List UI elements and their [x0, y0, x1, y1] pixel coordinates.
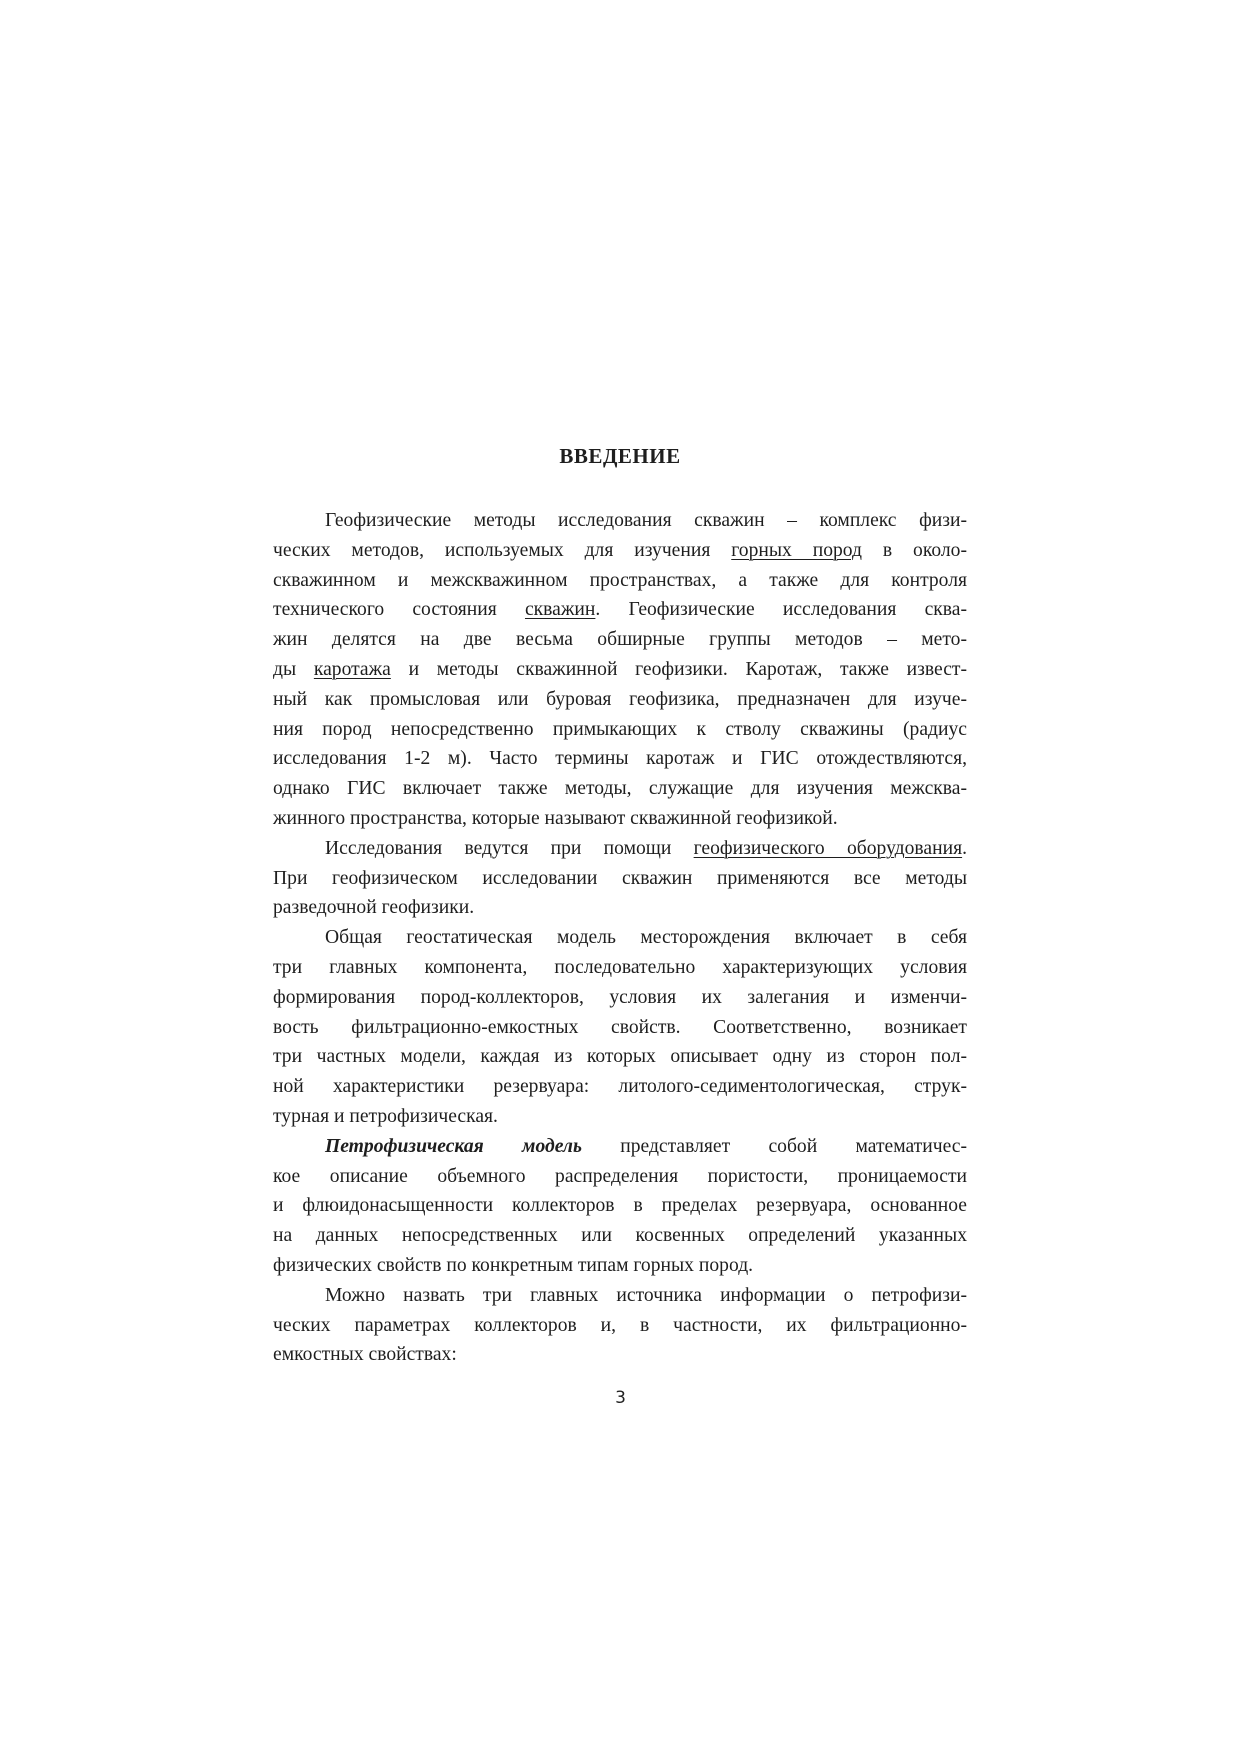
text-line: разведочной геофизики. — [273, 897, 475, 919]
text-line: Исследования ведутся при помощи геофизического оборудования. — [325, 837, 967, 859]
text-line: физических свойств по конкретным типам горных пород. — [273, 1254, 754, 1276]
paragraph — [273, 923, 967, 1132]
text-line: ческих методов, используемых для изучения горных пород в около- — [273, 539, 967, 561]
page-body — [273, 442, 967, 1370]
text-line: формирования пород-коллекторов, условия их залегания и изменчи- — [273, 986, 967, 1008]
text-line: технического состояния скважин. Геофизические исследования сква- — [273, 599, 968, 621]
text-line: ния пород непосредственно примыкающих к стволу скважины (радиус — [273, 718, 967, 740]
text-line: ды каротажа и методы скважинной геофизики. Каротаж, также извест- — [273, 658, 967, 680]
hyperlink[interactable]: геофизического оборудования — [693, 837, 963, 859]
text-line: вость фильтрационно-емкостных свойств. Соответственно, возникает — [273, 1016, 967, 1038]
paragraph — [273, 834, 967, 923]
paragraph — [273, 1132, 967, 1281]
hyperlink[interactable]: скважин — [524, 599, 596, 621]
text-line: и флюидонасыщенности коллекторов в пределах резервуара, основанное — [273, 1195, 967, 1217]
text-line: три частных модели, каждая из которых описывает одну из сторон пол- — [273, 1046, 967, 1068]
text-line: жинного пространства, которые называют скважинной геофизикой. — [273, 807, 838, 829]
text-line: на данных непосредственных или косвенных определений указанных — [273, 1225, 967, 1247]
paragraph — [273, 506, 967, 834]
hyperlink[interactable]: горных пород — [731, 539, 863, 561]
page-number: 3 — [615, 1388, 626, 1408]
text-line: кое описание объемного распределения пористости, проницаемости — [273, 1165, 967, 1187]
text-line: однако ГИС включает также методы, служащие для изучения межсква- — [273, 778, 967, 800]
text-line: ный как промысловая или буровая геофизика, предназначен для изуче- — [273, 688, 967, 710]
text-line: емкостных свойствах: — [273, 1344, 457, 1366]
text-line: Петрофизическая модель представляет собой математичес- — [325, 1135, 967, 1157]
hyperlink[interactable]: каротажа — [313, 658, 391, 680]
page-title: ВВЕДЕНИЕ — [559, 444, 681, 468]
text-line: исследования 1-2 м). Часто термины каротаж и ГИС отождествляются, — [273, 748, 967, 770]
text-line: Общая геостатическая модель месторождения включает в себя — [325, 927, 967, 949]
text-line: три главных компонента, последовательно характеризующих условия — [273, 956, 967, 978]
text-line: ной характеристики резервуара: литолого-седиментологическая, струк- — [273, 1076, 967, 1098]
text-line: скважинном и межскважинном пространствах, а также для контроля — [273, 569, 967, 591]
text-line: Геофизические методы исследования скважин – комплекс физи- — [325, 510, 967, 531]
text-line: ческих параметрах коллекторов и, в частности, их фильтрационно- — [273, 1314, 967, 1336]
text-line: Можно назвать три главных источника информации о петрофизи- — [325, 1284, 967, 1306]
text-line: турная и петрофизическая. — [273, 1105, 498, 1127]
emphasized-term: Петрофизическая модель — [325, 1135, 582, 1157]
paragraph — [273, 1281, 967, 1370]
text-body — [273, 506, 967, 1370]
text-line: При геофизическом исследовании скважин применяются все методы — [273, 867, 967, 889]
text-line: жин делятся на две весьма обширные группы методов – мето- — [273, 629, 967, 651]
